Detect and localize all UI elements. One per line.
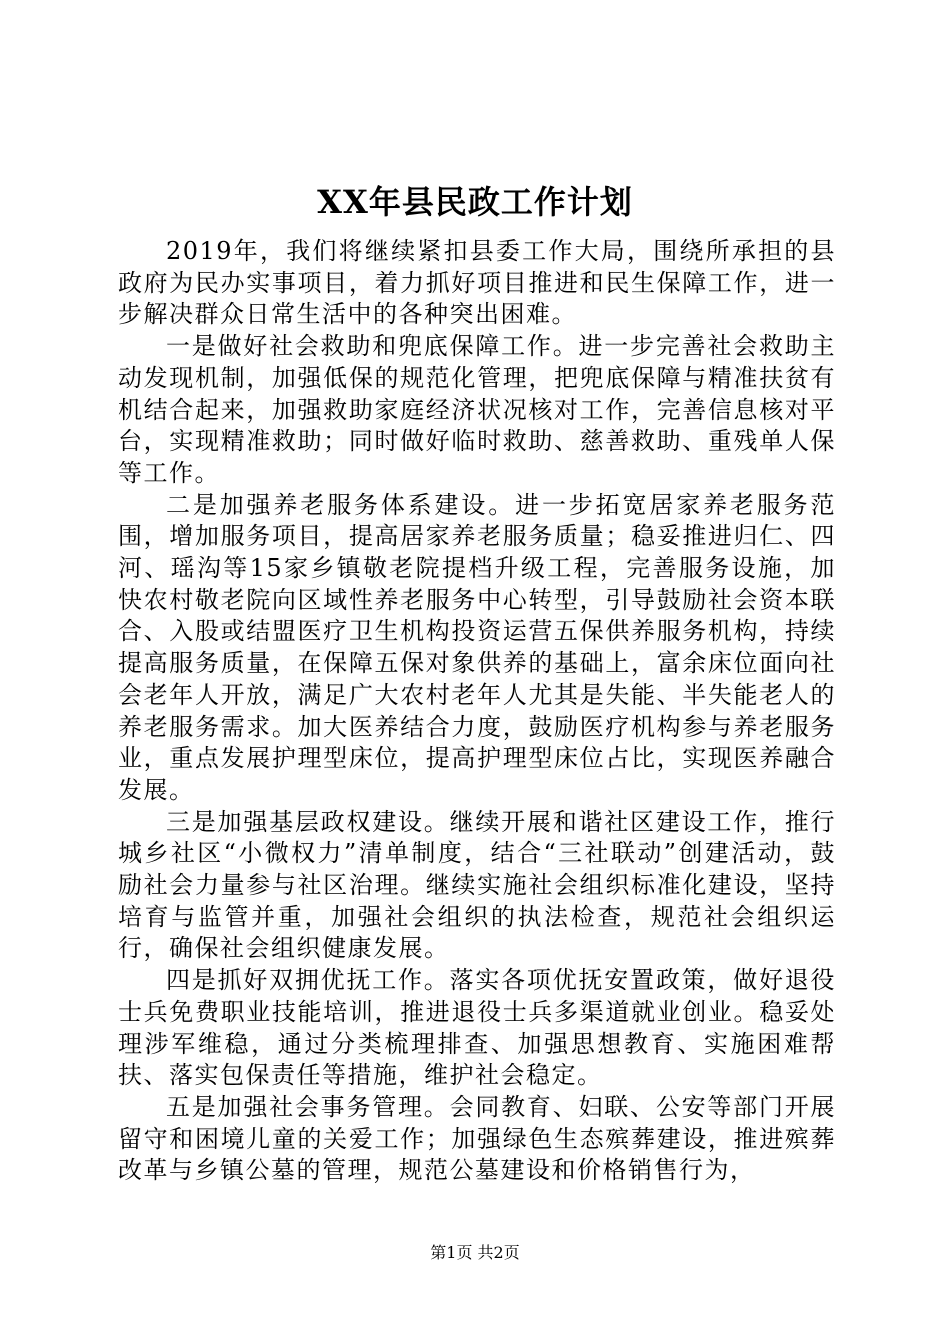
document-title: XX年县民政工作计划 — [317, 183, 633, 221]
paragraph-military-support: 四是抓好双拥优抚工作。落实各项优抚安置政策，做好退役士兵免费职业技能培训，推进退役士兵多渠道就业创业。稳妥处理涉军维稳，通过分类梳理排查、加强思想教育、实施困难帮扶、落实包保责任等措施，维护社会稳定。 — [118, 966, 836, 1090]
paragraph-intro: 2019年，我们将继续紧扣县委工作大局，围绕所承担的县政府为民办实事项目，着力抓好项目推进和民生保障工作，进一步解决群众日常生活中的各种突出困难。 — [118, 237, 836, 329]
paragraph-elderly-care: 二是加强养老服务体系建设。进一步拓宽居家养老服务范围，增加服务项目，提高居家养老服务质量；稳妥推进归仁、四河、瑶沟等15家乡镇敬老院提档升级工程，完善服务设施，加快农村敬老院向区域性养老服务中心转型，引导鼓励社会资本联合、入股或结盟医疗卫生机构投资运营五保供养服务机构，持续提高服务质量，在保障五保对象供养的基础上，富余床位面向社会老年人开放，满足广大农村老年人尤其是失能、半失能老人的养老服务需求。加大医养结合力度，鼓励医疗机构参与养老服务业，重点发展护理型床位，提高护理型床位占比，实现医养融合发展。 — [118, 490, 836, 804]
paragraph-grassroots: 三是加强基层政权建设。继续开展和谐社区建设工作，推行城乡社区“小微权力”清单制度，结合“三社联动”创建活动，鼓励社会力量参与社区治理。继续实施社会组织标准化建设，坚持培育与监管并重，加强社会组织的执法检查，规范社会组织运行，确保社会组织健康发展。 — [118, 807, 836, 963]
paragraph-social-affairs: 五是加强社会事务管理。会同教育、妇联、公安等部门开展留守和困境儿童的关爱工作；加强绿色生态殡葬建设，推进殡葬改革与乡镇公墓的管理，规范公墓建设和价格销售行为， — [118, 1092, 836, 1185]
paragraph-social-assistance: 一是做好社会救助和兜底保障工作。进一步完善社会救助主动发现机制，加强低保的规范化管理，把兜底保障与精准扶贫有机结合起来，加强救助家庭经济状况核对工作，完善信息核对平台，实现精准救助；同时做好临时救助、慈善救助、重残单人保等工作。 — [118, 332, 836, 487]
page-number-footer: 第1页 共2页 — [430, 1243, 520, 1262]
document-body — [118, 236, 836, 1187]
